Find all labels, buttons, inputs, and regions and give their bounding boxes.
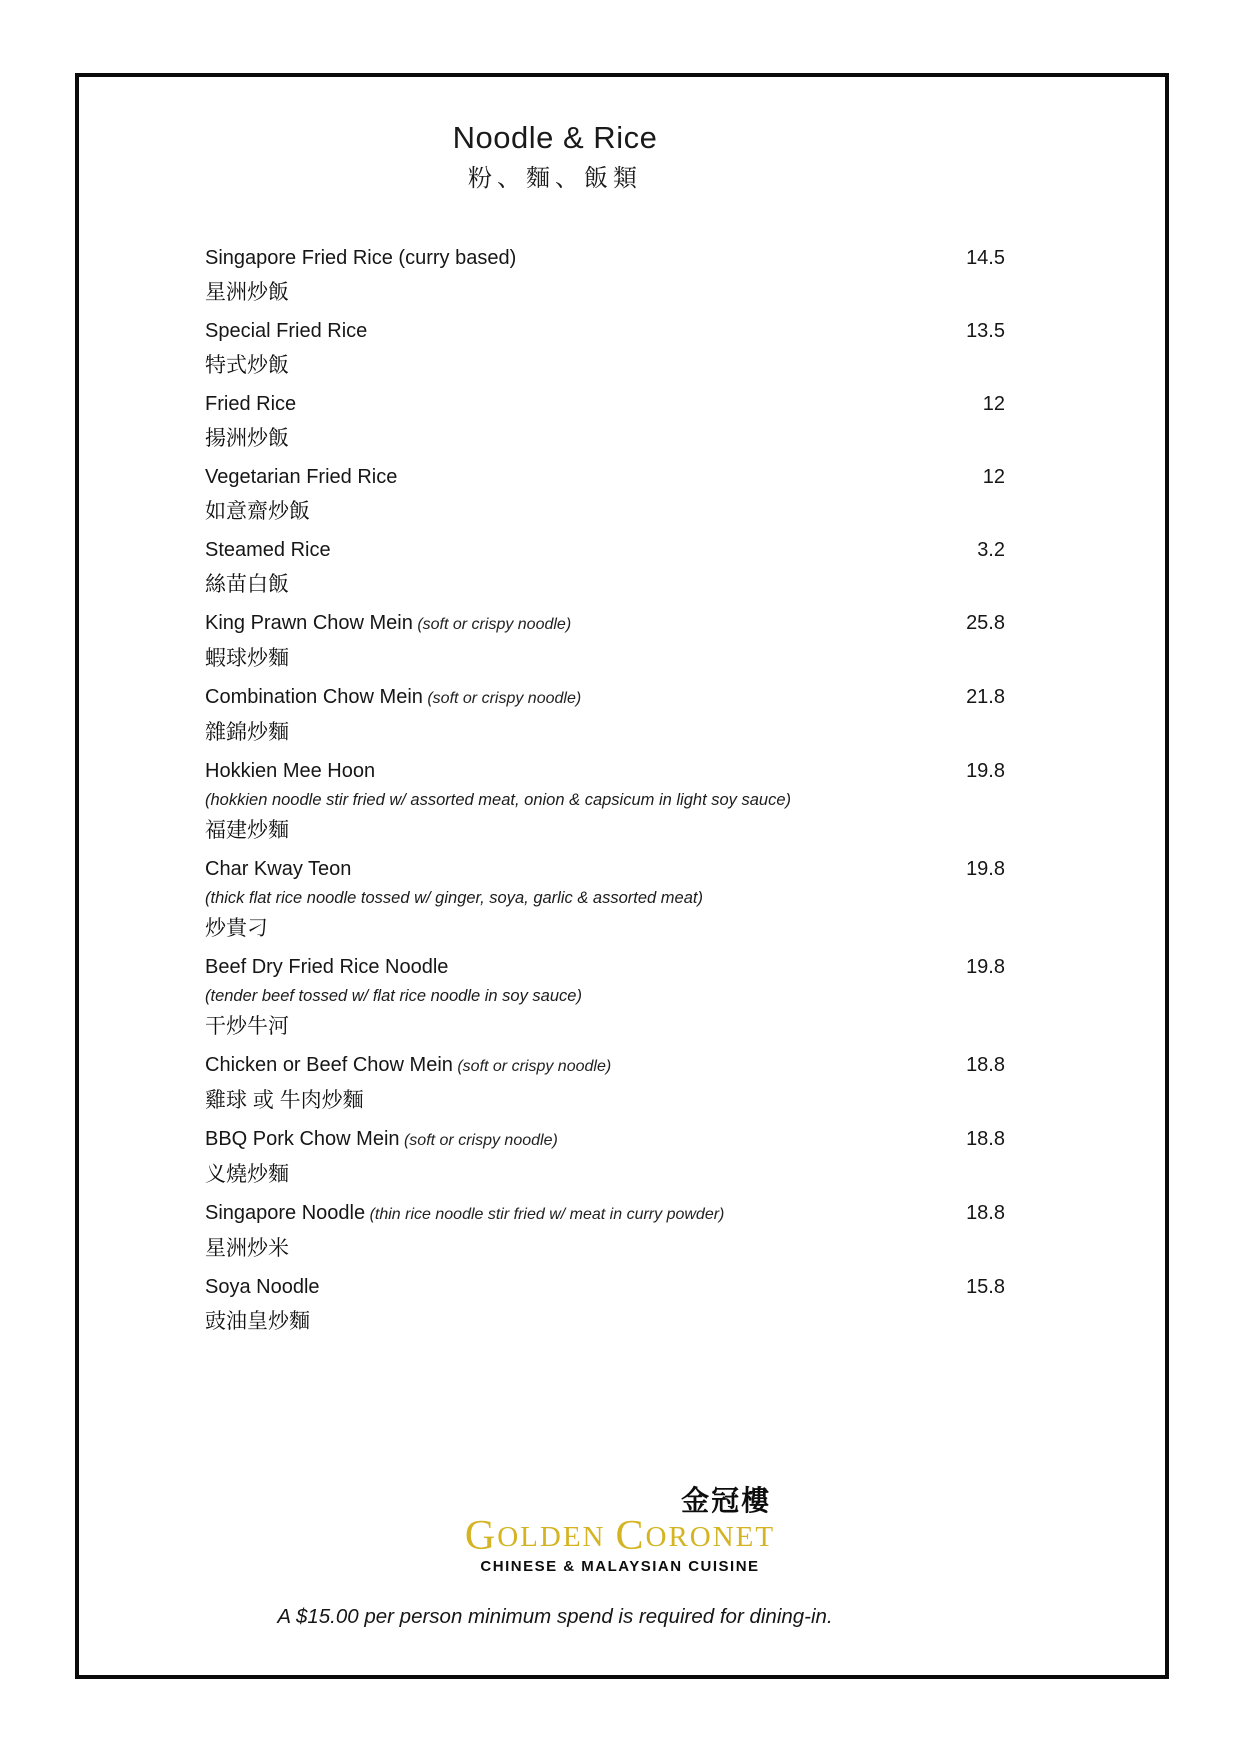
item-price: 15.8 bbox=[966, 1276, 1005, 1298]
item-name-cn: 蝦球炒麵 bbox=[205, 647, 289, 670]
logo-tagline: CHINESE & MALAYSIAN CUISINE bbox=[480, 1558, 760, 1575]
item-price: 19.8 bbox=[966, 760, 1005, 782]
menu-item bbox=[205, 461, 1005, 529]
item-name-cn: 福建炒麵 bbox=[205, 819, 289, 842]
menu-item bbox=[205, 755, 1005, 848]
item-price: 19.8 bbox=[966, 858, 1005, 880]
item-price: 19.8 bbox=[966, 956, 1005, 978]
item-name bbox=[205, 951, 905, 984]
item-text bbox=[205, 755, 905, 848]
item-name-cn: 豉油皇炒麵 bbox=[205, 1310, 310, 1333]
item-name-cn: 揚洲炒飯 bbox=[205, 427, 289, 450]
item-name-cn: 雜錦炒麵 bbox=[205, 721, 289, 744]
item-name bbox=[205, 607, 905, 641]
item-note: (thin rice noodle stir fried w/ meat in curry powder) bbox=[365, 1206, 725, 1223]
menu-item bbox=[205, 951, 1005, 1044]
item-name-en: Singapore Fried Rice (curry based) bbox=[205, 247, 517, 269]
menu-item bbox=[205, 607, 1005, 676]
logo-wordmark bbox=[464, 1513, 776, 1559]
logo-word1-initial: G bbox=[464, 1513, 498, 1559]
item-name-cn: 絲苗白飯 bbox=[205, 573, 289, 596]
item-name-en: Special Fried Rice bbox=[205, 320, 368, 342]
item-text bbox=[205, 853, 905, 946]
item-name bbox=[205, 1123, 905, 1157]
item-desc: (thick flat rice noodle tossed w/ ginger, soya, garlic & assorted meat) bbox=[205, 889, 703, 907]
item-text bbox=[205, 461, 905, 529]
item-price: 3.2 bbox=[977, 539, 1005, 561]
item-note: (soft or crispy noodle) bbox=[452, 1058, 612, 1075]
menu-item bbox=[205, 242, 1005, 310]
item-price: 13.5 bbox=[966, 320, 1005, 342]
item-text bbox=[205, 242, 905, 310]
item-price: 18.8 bbox=[966, 1054, 1005, 1076]
item-name-en: Steamed Rice bbox=[205, 539, 331, 561]
item-name-cn: 炒貴刁 bbox=[205, 917, 268, 940]
menu-items bbox=[205, 242, 1005, 1339]
item-name bbox=[205, 315, 905, 348]
item-price: 25.8 bbox=[966, 612, 1005, 634]
item-name bbox=[205, 534, 905, 567]
title-block bbox=[205, 118, 905, 200]
menu-item bbox=[205, 1049, 1005, 1118]
item-name-cn: 星洲炒米 bbox=[205, 1237, 289, 1260]
page-subtitle-chinese: 粉、麵、飯類 bbox=[468, 165, 642, 192]
item-name-en: Hokkien Mee Hoon bbox=[205, 760, 376, 782]
logo-inner bbox=[465, 1486, 775, 1577]
logo-chinese-name: 金冠樓 bbox=[681, 1485, 772, 1516]
item-note: (soft or crispy noodle) bbox=[412, 616, 572, 633]
item-text bbox=[205, 681, 905, 750]
item-name bbox=[205, 242, 905, 275]
item-name-cn: 如意齋炒飯 bbox=[205, 500, 310, 523]
item-name-cn: 干炒牛河 bbox=[205, 1015, 289, 1038]
logo-word2-initial: C bbox=[615, 1513, 646, 1559]
item-name-en: Char Kway Teon bbox=[205, 858, 352, 880]
item-name bbox=[205, 853, 905, 886]
item-name-cn: 星洲炒飯 bbox=[205, 281, 289, 304]
item-name-en: Vegetarian Fried Rice bbox=[205, 466, 398, 488]
menu-item bbox=[205, 681, 1005, 750]
item-text bbox=[205, 534, 905, 602]
page-title: Noodle & Rice bbox=[452, 120, 658, 155]
item-text bbox=[205, 607, 905, 676]
item-text bbox=[205, 951, 905, 1044]
item-name bbox=[205, 1271, 905, 1304]
item-text bbox=[205, 1049, 905, 1118]
item-note: (soft or crispy noodle) bbox=[422, 690, 582, 707]
menu-item bbox=[205, 388, 1005, 456]
item-text bbox=[205, 388, 905, 456]
item-name-en: Fried Rice bbox=[205, 393, 297, 415]
item-name bbox=[205, 461, 905, 494]
dining-note: A $15.00 per person minimum spend is required for dining-in. bbox=[277, 1605, 833, 1628]
menu-item bbox=[205, 1271, 1005, 1339]
item-desc: (hokkien noodle stir fried w/ assorted meat, onion & capsicum in light soy sauce) bbox=[205, 791, 792, 809]
item-name-cn: 特式炒飯 bbox=[205, 354, 289, 377]
item-name-en: Chicken or Beef Chow Mein bbox=[205, 1054, 453, 1076]
item-name bbox=[205, 1049, 905, 1083]
item-text bbox=[205, 1123, 905, 1192]
item-price: 14.5 bbox=[966, 247, 1005, 269]
menu-item bbox=[205, 1123, 1005, 1192]
item-name-en: Singapore Noodle bbox=[205, 1202, 366, 1224]
item-name-en: King Prawn Chow Mein bbox=[205, 612, 413, 634]
item-name bbox=[205, 1197, 905, 1231]
item-note: (soft or crispy noodle) bbox=[399, 1132, 558, 1149]
menu-item bbox=[205, 853, 1005, 946]
menu-item bbox=[205, 1197, 1005, 1266]
item-price: 18.8 bbox=[966, 1128, 1005, 1150]
item-price: 12 bbox=[982, 466, 1005, 488]
item-price: 18.8 bbox=[966, 1202, 1005, 1224]
item-price: 21.8 bbox=[966, 686, 1005, 708]
item-text bbox=[205, 1271, 905, 1339]
restaurant-logo bbox=[0, 1486, 1240, 1577]
menu-content bbox=[205, 118, 1005, 1344]
item-name bbox=[205, 681, 905, 715]
item-name bbox=[205, 755, 905, 788]
item-desc: (tender beef tossed w/ flat rice noodle in soy sauce) bbox=[205, 987, 582, 1005]
item-name-en: Beef Dry Fried Rice Noodle bbox=[205, 956, 449, 978]
item-name-en: Combination Chow Mein bbox=[205, 686, 423, 708]
item-price: 12 bbox=[982, 393, 1005, 415]
item-name-cn: 义燒炒麵 bbox=[205, 1163, 289, 1186]
menu-item bbox=[205, 315, 1005, 383]
logo-word2-rest: ORONET bbox=[645, 1521, 776, 1553]
item-text bbox=[205, 315, 905, 383]
logo-word1-rest: OLDEN bbox=[497, 1521, 606, 1553]
item-name-cn: 雞球 或 牛肉炒麵 bbox=[205, 1089, 364, 1112]
item-text bbox=[205, 1197, 905, 1266]
item-name-en: Soya Noodle bbox=[205, 1276, 320, 1298]
menu-item bbox=[205, 534, 1005, 602]
item-name-en: BBQ Pork Chow Mein bbox=[205, 1128, 400, 1150]
item-name bbox=[205, 388, 905, 421]
